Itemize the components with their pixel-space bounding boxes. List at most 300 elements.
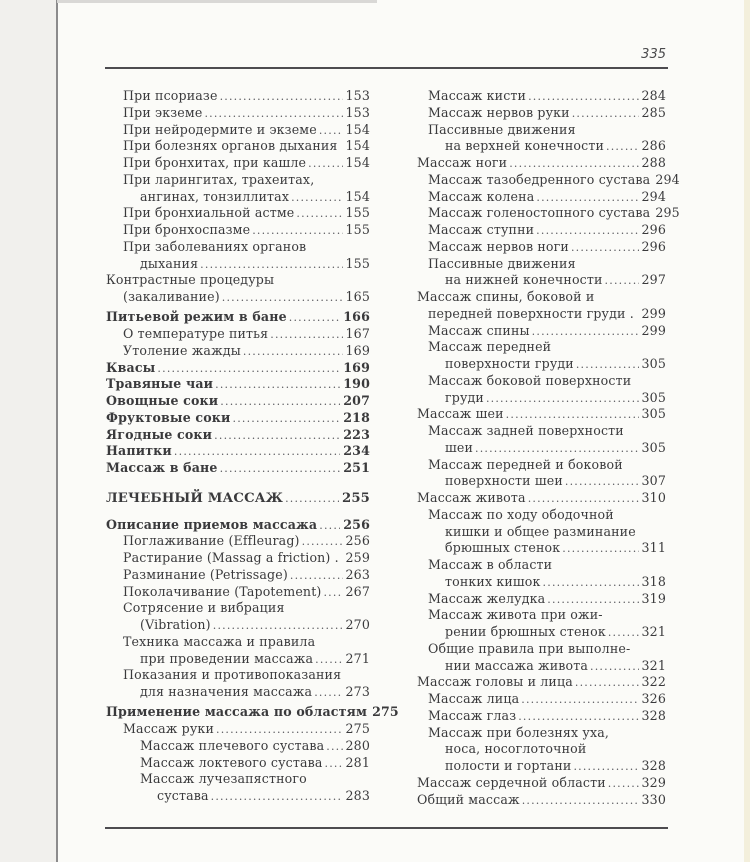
toc-page-number: 218 bbox=[343, 409, 370, 425]
toc-page-number: 322 bbox=[641, 674, 666, 690]
toc-page-number: 273 bbox=[345, 684, 370, 699]
toc-entry-text: При нейродермите и экземе bbox=[123, 121, 317, 137]
toc-entry-continuation bbox=[417, 540, 666, 557]
toc-entry-title bbox=[106, 427, 370, 444]
toc-entry[interactable] bbox=[106, 172, 370, 206]
toc-entry-title bbox=[106, 360, 370, 377]
toc-entry[interactable] bbox=[417, 339, 666, 373]
toc-entry-text: шеи bbox=[445, 439, 474, 455]
toc-entry-continuation bbox=[106, 256, 370, 273]
toc-entry[interactable] bbox=[417, 708, 666, 725]
toc-entry-text: Массаж задней поверхности bbox=[428, 423, 624, 438]
toc-entry[interactable] bbox=[106, 309, 370, 326]
toc-entry[interactable] bbox=[106, 738, 370, 755]
toc-entry[interactable] bbox=[417, 373, 666, 407]
toc-entry-text: Массаж боковой поверхности bbox=[428, 372, 632, 388]
toc-entry-text: Массаж при болезнях уха, bbox=[428, 724, 610, 740]
toc-entry-title bbox=[417, 323, 666, 340]
toc-entry[interactable] bbox=[106, 155, 370, 172]
toc-entry-title bbox=[106, 272, 370, 289]
dot-leader bbox=[605, 273, 639, 290]
toc-entry[interactable] bbox=[417, 792, 666, 809]
dot-leader bbox=[252, 223, 342, 240]
toc-page-number: 294 bbox=[655, 171, 680, 187]
toc-entry[interactable] bbox=[417, 88, 666, 105]
toc-entry-title bbox=[106, 326, 370, 343]
toc-entry-continuation bbox=[417, 306, 666, 323]
dot-leader bbox=[270, 327, 342, 344]
toc-page-number: 299 bbox=[641, 322, 666, 338]
toc-entry-title bbox=[106, 410, 370, 427]
toc-page-number: 154 bbox=[345, 188, 370, 204]
toc-entry-text: Массаж в области bbox=[428, 557, 553, 572]
toc-entry-title bbox=[417, 775, 666, 792]
toc-entry[interactable] bbox=[417, 171, 680, 189]
toc-entry[interactable] bbox=[417, 674, 666, 691]
group-spacer bbox=[106, 508, 370, 517]
toc-entry-continuation bbox=[106, 788, 370, 805]
toc-entry-title bbox=[106, 222, 370, 239]
toc-entry[interactable] bbox=[106, 222, 370, 239]
toc-entry-title bbox=[106, 343, 370, 360]
scan-top-edge bbox=[57, 0, 377, 3]
toc-page-number: 280 bbox=[345, 737, 370, 753]
dot-leader bbox=[323, 585, 342, 602]
dot-leader bbox=[220, 394, 340, 411]
toc-page-number: 305 bbox=[641, 439, 666, 455]
toc-entry-continuation bbox=[106, 651, 370, 668]
toc-entry[interactable] bbox=[106, 755, 370, 772]
toc-entry-text: Контрастные процедуры bbox=[106, 272, 275, 288]
toc-entry[interactable] bbox=[417, 406, 666, 423]
toc-page-number: 318 bbox=[641, 573, 666, 589]
toc-entry-title bbox=[417, 641, 666, 658]
toc-entry[interactable] bbox=[417, 239, 666, 256]
toc-entry-text: сустава bbox=[157, 788, 209, 803]
toc-entry-text: При бронхиальной астме bbox=[123, 205, 295, 221]
toc-entry-text: Поглаживание (Effleurag) bbox=[123, 533, 300, 549]
toc-entry[interactable] bbox=[417, 557, 666, 591]
toc-entry-text: Массаж передней bbox=[428, 339, 552, 355]
toc-entry-continuation bbox=[417, 758, 666, 775]
toc-entry-title bbox=[106, 155, 370, 172]
toc-entry-text: Массаж передней и боковой bbox=[428, 456, 623, 472]
toc-page-number: 299 bbox=[641, 305, 666, 321]
toc-entry-text: Общий массаж bbox=[417, 791, 520, 807]
dot-leader bbox=[518, 709, 638, 726]
toc-entry-title bbox=[106, 239, 370, 256]
toc-entry-text: рении брюшных стенок bbox=[445, 624, 606, 639]
dot-leader bbox=[326, 739, 342, 756]
dot-leader bbox=[572, 106, 639, 123]
toc-entry[interactable] bbox=[106, 360, 370, 377]
dot-leader bbox=[291, 190, 342, 207]
dot-leader bbox=[211, 789, 343, 806]
dot-leader bbox=[325, 756, 343, 773]
toc-entry-text: При заболеваниях органов bbox=[123, 238, 307, 254]
toc-entry-title bbox=[417, 792, 666, 809]
toc-entry-continuation bbox=[417, 356, 666, 373]
toc-entry[interactable] bbox=[106, 138, 370, 155]
toc-entry-continuation bbox=[417, 524, 666, 541]
toc-page-number: 275 bbox=[372, 704, 399, 720]
toc-entry-text: Массаж шеи bbox=[417, 406, 504, 422]
toc-entry-title bbox=[106, 704, 399, 721]
toc-entry-title bbox=[106, 600, 370, 617]
page-number: 335 bbox=[641, 47, 666, 62]
dot-leader bbox=[576, 357, 639, 374]
dot-leader bbox=[243, 344, 343, 361]
toc-page-number: 294 bbox=[641, 188, 666, 204]
toc-page-number: 284 bbox=[641, 88, 666, 103]
dot-leader bbox=[319, 518, 340, 535]
toc-entry-title bbox=[106, 721, 370, 738]
toc-entry[interactable] bbox=[417, 189, 666, 206]
toc-entry-text: тонких кишок bbox=[445, 573, 541, 589]
dot-leader bbox=[509, 156, 638, 173]
toc-entry-text: Разминание (Petrissage) bbox=[123, 566, 288, 582]
toc-page-number: 321 bbox=[641, 624, 666, 639]
toc-entry-title bbox=[106, 205, 370, 222]
dot-leader bbox=[573, 759, 638, 776]
toc-entry[interactable] bbox=[417, 725, 666, 775]
toc-entry[interactable] bbox=[106, 600, 370, 634]
dot-leader bbox=[532, 324, 639, 341]
toc-entry[interactable] bbox=[106, 343, 370, 360]
toc-entry-text: Травяные чаи bbox=[106, 376, 214, 392]
toc-entry-title bbox=[106, 376, 370, 393]
toc-entry-text: (закаливание) bbox=[123, 289, 220, 304]
toc-entry[interactable] bbox=[417, 289, 666, 323]
toc-page-number: 286 bbox=[641, 138, 666, 154]
scan-margin bbox=[0, 0, 57, 862]
toc-entry-text: Массаж спины bbox=[428, 322, 530, 338]
toc-entry[interactable] bbox=[106, 460, 370, 477]
toc-entry-title bbox=[417, 507, 666, 524]
toc-page-number: 155 bbox=[345, 255, 370, 271]
toc-entry-text: брюшных стенок bbox=[445, 540, 561, 556]
toc-entry[interactable] bbox=[106, 584, 370, 601]
toc-entry[interactable] bbox=[417, 155, 666, 172]
toc-entry[interactable] bbox=[106, 704, 399, 721]
toc-entry-text: Описание приемов массажа bbox=[106, 516, 318, 532]
dot-leader bbox=[528, 491, 639, 508]
toc-entry-text: Массаж колена bbox=[428, 188, 535, 204]
dot-leader bbox=[308, 156, 342, 173]
toc-entry[interactable] bbox=[106, 443, 370, 460]
toc-entry-text: полости и гортани bbox=[445, 758, 572, 773]
dot-leader bbox=[608, 776, 639, 793]
toc-entry[interactable] bbox=[417, 607, 666, 641]
toc-entry-text: Поколачивание (Tapotement) bbox=[123, 583, 322, 599]
toc-entry-text: Массаж сердечной области bbox=[417, 774, 606, 790]
toc-entry-text: Массаж локтевого сустава bbox=[140, 754, 323, 770]
dot-leader bbox=[220, 461, 341, 478]
toc-entry-title bbox=[106, 517, 370, 534]
toc-entry-title bbox=[106, 460, 370, 477]
toc-page-number: 321 bbox=[641, 657, 666, 673]
toc-entry-continuation bbox=[106, 684, 370, 701]
toc-entry-text: Техника массажа и правила bbox=[123, 633, 316, 649]
toc-entry[interactable] bbox=[417, 775, 666, 792]
toc-entry-text: Пассивные движения bbox=[428, 255, 576, 271]
toc-entry-text: нии массажа живота bbox=[445, 657, 589, 673]
toc-entry-title bbox=[106, 443, 370, 460]
toc-entry-text: При ларингитах, трахеитах, bbox=[123, 171, 315, 187]
toc-entry-continuation bbox=[417, 138, 666, 155]
toc-entry-title bbox=[106, 393, 370, 410]
toc-entry[interactable] bbox=[106, 533, 370, 550]
toc-entry-title bbox=[106, 738, 370, 755]
toc-page-number: 319 bbox=[641, 590, 666, 606]
toc-entry-continuation bbox=[417, 272, 666, 289]
toc-entry-title bbox=[417, 490, 666, 507]
dot-leader bbox=[475, 441, 638, 458]
toc-entry[interactable] bbox=[106, 88, 370, 105]
toc-entry-title bbox=[106, 122, 370, 139]
dot-leader bbox=[220, 89, 343, 106]
dot-leader bbox=[486, 391, 639, 408]
toc-page-number: 305 bbox=[641, 389, 666, 405]
toc-entry-continuation bbox=[106, 617, 370, 634]
toc-entry[interactable] bbox=[106, 105, 370, 122]
dot-leader bbox=[543, 575, 639, 592]
dot-leader bbox=[233, 411, 341, 428]
toc-entry-text: передней поверхности груди . bbox=[428, 305, 634, 321]
dot-leader bbox=[204, 106, 342, 123]
toc-entry-title bbox=[417, 423, 666, 440]
page-edge-line bbox=[56, 0, 58, 862]
toc-page-number: 165 bbox=[345, 289, 370, 304]
toc-page-number: 330 bbox=[641, 791, 666, 807]
toc-page-number: 311 bbox=[641, 540, 666, 556]
toc-entry[interactable] bbox=[106, 491, 370, 508]
toc-entry-text: Массаж ноги bbox=[417, 155, 508, 170]
toc-page-number: 305 bbox=[641, 406, 666, 422]
toc-group bbox=[106, 517, 370, 701]
toc-entry[interactable] bbox=[417, 256, 666, 290]
dot-leader bbox=[565, 474, 639, 491]
toc-entry-text: Массаж в бане bbox=[106, 460, 218, 475]
toc-entry-text: Общие правила при выполне- bbox=[428, 640, 631, 656]
toc-entry[interactable] bbox=[106, 410, 370, 427]
toc-page-number: 169 bbox=[345, 342, 370, 358]
toc-entry-text: При бронхоспазме bbox=[123, 222, 251, 237]
toc-entry[interactable] bbox=[106, 376, 370, 393]
toc-group bbox=[106, 309, 370, 477]
toc-entry[interactable] bbox=[417, 591, 666, 608]
toc-entry[interactable] bbox=[417, 691, 666, 708]
toc-entry-title bbox=[417, 691, 666, 708]
toc-entry-title bbox=[106, 138, 370, 155]
toc-entry[interactable] bbox=[106, 517, 370, 534]
toc-page-number: 328 bbox=[641, 758, 666, 773]
toc-entry[interactable] bbox=[417, 122, 666, 156]
toc-entry[interactable] bbox=[417, 105, 666, 122]
toc-entry[interactable] bbox=[417, 205, 680, 222]
toc-entry-text: Ягодные соки bbox=[106, 426, 213, 442]
toc-entry-text: О температуре питья bbox=[123, 326, 269, 341]
toc-entry-text: Массаж по ходу ободочной bbox=[428, 506, 614, 522]
toc-entry-text: Массаж голеностопного сустава bbox=[428, 205, 651, 221]
toc-entry-text: Растирание (Massag a friction) . bbox=[123, 550, 339, 565]
toc-entry-title bbox=[417, 88, 666, 105]
toc-entry-title bbox=[106, 88, 370, 105]
toc-entry[interactable] bbox=[417, 457, 666, 491]
toc-entry[interactable] bbox=[417, 490, 666, 507]
toc-page-number: 295 bbox=[655, 205, 680, 221]
dot-leader bbox=[290, 568, 343, 585]
toc-page-number: 251 bbox=[343, 460, 370, 475]
toc-page-number: 154 bbox=[345, 138, 370, 154]
toc-entry-title bbox=[106, 491, 370, 508]
footer-rule bbox=[105, 827, 668, 829]
dot-leader bbox=[157, 361, 340, 378]
toc-entry[interactable] bbox=[417, 222, 666, 239]
toc-page-number: 169 bbox=[343, 359, 370, 375]
dot-leader bbox=[522, 793, 639, 810]
toc-page-number: 270 bbox=[345, 617, 370, 632]
toc-entry-text: Массаж лучезапястного bbox=[140, 771, 307, 787]
toc-page-number: 267 bbox=[345, 583, 370, 599]
toc-entry-title bbox=[417, 708, 666, 725]
toc-entry-text: ЛЕЧЕБНЫЙ МАССАЖ bbox=[106, 490, 284, 506]
toc-entry[interactable] bbox=[417, 323, 666, 340]
toc-entry-title bbox=[417, 105, 666, 122]
dot-leader bbox=[174, 444, 340, 461]
toc-entry-title bbox=[417, 205, 680, 222]
dot-leader bbox=[562, 541, 638, 558]
dot-leader bbox=[289, 310, 341, 327]
toc-entry-continuation bbox=[417, 473, 666, 490]
toc-entry[interactable] bbox=[106, 550, 370, 567]
toc-entry[interactable] bbox=[106, 771, 370, 805]
toc-entry-continuation bbox=[106, 289, 370, 306]
toc-entry[interactable] bbox=[106, 205, 370, 222]
toc-entry-title bbox=[417, 155, 666, 172]
toc-entry-text: Фруктовые соки bbox=[106, 409, 231, 425]
toc-entry-text: на нижней конечности bbox=[445, 272, 603, 288]
toc-entry-title bbox=[106, 550, 370, 567]
toc-page-number: 153 bbox=[345, 104, 370, 120]
toc-entry-text: Массаж головы и лица bbox=[417, 674, 573, 690]
toc-page-number: 154 bbox=[345, 121, 370, 137]
dot-leader bbox=[213, 618, 343, 635]
dot-leader bbox=[536, 190, 638, 207]
toc-entry[interactable] bbox=[106, 427, 370, 444]
toc-entry[interactable] bbox=[106, 567, 370, 584]
toc-entry[interactable] bbox=[106, 122, 370, 139]
toc-entry-title bbox=[106, 533, 370, 550]
toc-entry[interactable] bbox=[417, 641, 666, 675]
toc-entry[interactable] bbox=[106, 393, 370, 410]
toc-entry-title bbox=[417, 406, 666, 423]
toc-entry-text: Массаж плечевого сустава bbox=[140, 737, 325, 753]
toc-page-number: 155 bbox=[345, 205, 370, 221]
dot-leader bbox=[319, 123, 343, 140]
toc-page-number: 166 bbox=[343, 309, 370, 325]
toc-entry-text: Массаж нервов руки bbox=[428, 104, 570, 120]
toc-entry-title bbox=[417, 591, 666, 608]
toc-entry-title bbox=[417, 607, 666, 624]
toc-entry-text: (Vibration) bbox=[140, 617, 211, 632]
toc-entry-text: Массаж руки bbox=[123, 721, 214, 736]
toc-page-number: 155 bbox=[345, 222, 370, 237]
toc-entry-title bbox=[106, 567, 370, 584]
toc-entry[interactable] bbox=[106, 239, 370, 273]
toc-page-number: 207 bbox=[343, 393, 370, 408]
toc-column-right bbox=[417, 88, 680, 808]
toc-entry[interactable] bbox=[106, 272, 370, 306]
toc-entry-text: Массаж желудка bbox=[428, 590, 546, 606]
toc-entry-text: При псориазе bbox=[123, 88, 218, 103]
toc-page-number: 305 bbox=[641, 356, 666, 371]
toc-entry-text: Пассивные движения bbox=[428, 121, 576, 137]
toc-page-number: 310 bbox=[641, 490, 666, 505]
toc-entry[interactable] bbox=[106, 634, 370, 668]
toc-entry-text: При экземе bbox=[123, 104, 203, 120]
dot-leader bbox=[314, 685, 342, 702]
toc-entry-title bbox=[106, 105, 370, 122]
toc-entry-title bbox=[417, 256, 666, 273]
toc-entry-text: поверхности груди bbox=[445, 356, 574, 371]
toc-page-number: 271 bbox=[345, 650, 370, 666]
toc-entry-text: Массаж тазобедренного сустава bbox=[428, 171, 651, 187]
toc-entry-text: носа, носоглоточной bbox=[445, 741, 587, 757]
dot-leader bbox=[547, 592, 638, 609]
toc-entry-continuation bbox=[417, 440, 666, 457]
toc-entry[interactable] bbox=[417, 423, 666, 457]
toc-entry-text: Массаж лица bbox=[428, 691, 520, 706]
toc-entry-continuation bbox=[417, 390, 666, 407]
toc-group bbox=[106, 704, 399, 805]
toc-page-number: 223 bbox=[343, 426, 370, 442]
dot-leader bbox=[216, 722, 343, 739]
toc-entry-title bbox=[417, 122, 666, 139]
toc-entry[interactable] bbox=[106, 326, 370, 343]
toc-entry[interactable] bbox=[417, 507, 666, 557]
toc-entry[interactable] bbox=[106, 667, 370, 701]
toc-entry-text: поверхности шеи bbox=[445, 473, 563, 489]
toc-entry-text: При болезнях органов дыхания bbox=[123, 138, 338, 154]
dot-leader bbox=[222, 290, 343, 307]
toc-entry-text: на верхней конечности bbox=[445, 138, 605, 154]
toc-entry-text: груди bbox=[445, 389, 484, 405]
group-spacer bbox=[106, 477, 370, 491]
toc-entry-text: Массаж спины, боковой и bbox=[417, 289, 595, 304]
toc-page-number: 326 bbox=[641, 691, 666, 706]
toc-page-number: 234 bbox=[343, 443, 370, 459]
toc-entry-text: дыхания bbox=[140, 255, 199, 271]
toc-column-left bbox=[106, 88, 399, 805]
toc-entry-text: Сотрясение и вибрация bbox=[123, 600, 285, 616]
header-rule bbox=[105, 67, 668, 69]
dot-leader bbox=[528, 89, 638, 106]
toc-page-number: 153 bbox=[345, 88, 370, 103]
dot-leader bbox=[608, 625, 639, 642]
dot-leader bbox=[214, 428, 340, 445]
toc-page-number: 296 bbox=[641, 238, 666, 254]
toc-entry-continuation bbox=[417, 624, 666, 641]
toc-entry-title bbox=[417, 239, 666, 256]
toc-entry-title bbox=[417, 725, 666, 742]
toc-entry[interactable] bbox=[106, 721, 370, 738]
dot-leader bbox=[571, 240, 639, 257]
toc-entry-title bbox=[417, 222, 666, 239]
toc-entry-title bbox=[417, 674, 666, 691]
toc-page-number: 296 bbox=[641, 222, 666, 237]
dot-leader bbox=[285, 491, 339, 508]
